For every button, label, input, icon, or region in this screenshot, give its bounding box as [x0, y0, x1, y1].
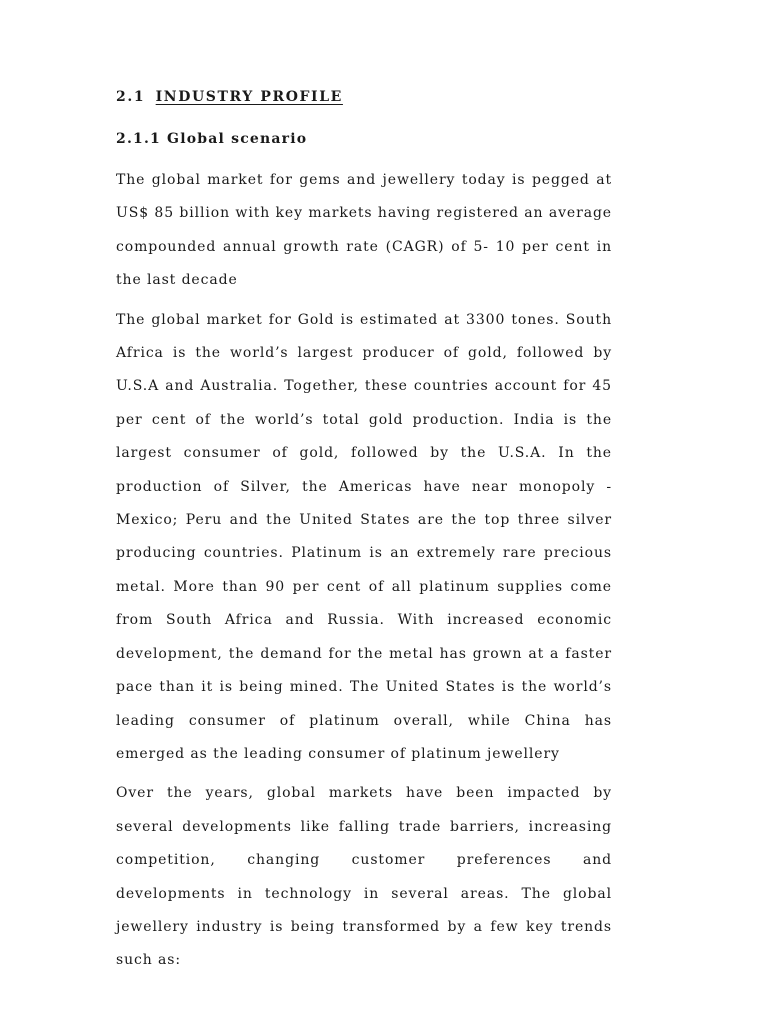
- text-column: [116, 84, 612, 984]
- paragraph-global-trends: Over the years, global markets have been impacted by several developments like falling trade barriers, increasing competition, changing customer preferences and developments in technology in several areas. The global jewellery industry is being transformed by a few key trends such as:: [116, 785, 612, 969]
- section-number: 2.1: [116, 89, 146, 105]
- section-title: INDUSTRY PROFILE: [155, 89, 343, 105]
- subsection-heading: 2.1.1 Global scenario: [116, 131, 308, 147]
- section-heading: [116, 84, 612, 110]
- paragraph-market-size: The global market for gems and jewellery today is pegged at US$ 85 billion with key markets having registered an average compounded annual growth rate (CAGR) of 5- 10 per cent in the last decade: [116, 172, 612, 289]
- paragraph-gold-market: The global market for Gold is estimated at 3300 tones. South Africa is the world’s largest producer of gold, followed by U.S.A and Australia. Together, these countries account for 45 per cent of the world’s total gold production. India is the largest consumer of gold, followed by the U.S.A. In the production of Silver, the Americas have near monopoly -Mexico; Peru and the United States are the top three silver producing countries. Platinum is an extremely rare precious metal. More than 90 per cent of all platinum supplies come from South Africa and Russia. With increased economic development, the demand for the metal has grown at a faster pace than it is being mined. The United States is the world’s leading consumer of platinum overall, while China has emerged as the leading consumer of platinum jewellery: [116, 311, 612, 762]
